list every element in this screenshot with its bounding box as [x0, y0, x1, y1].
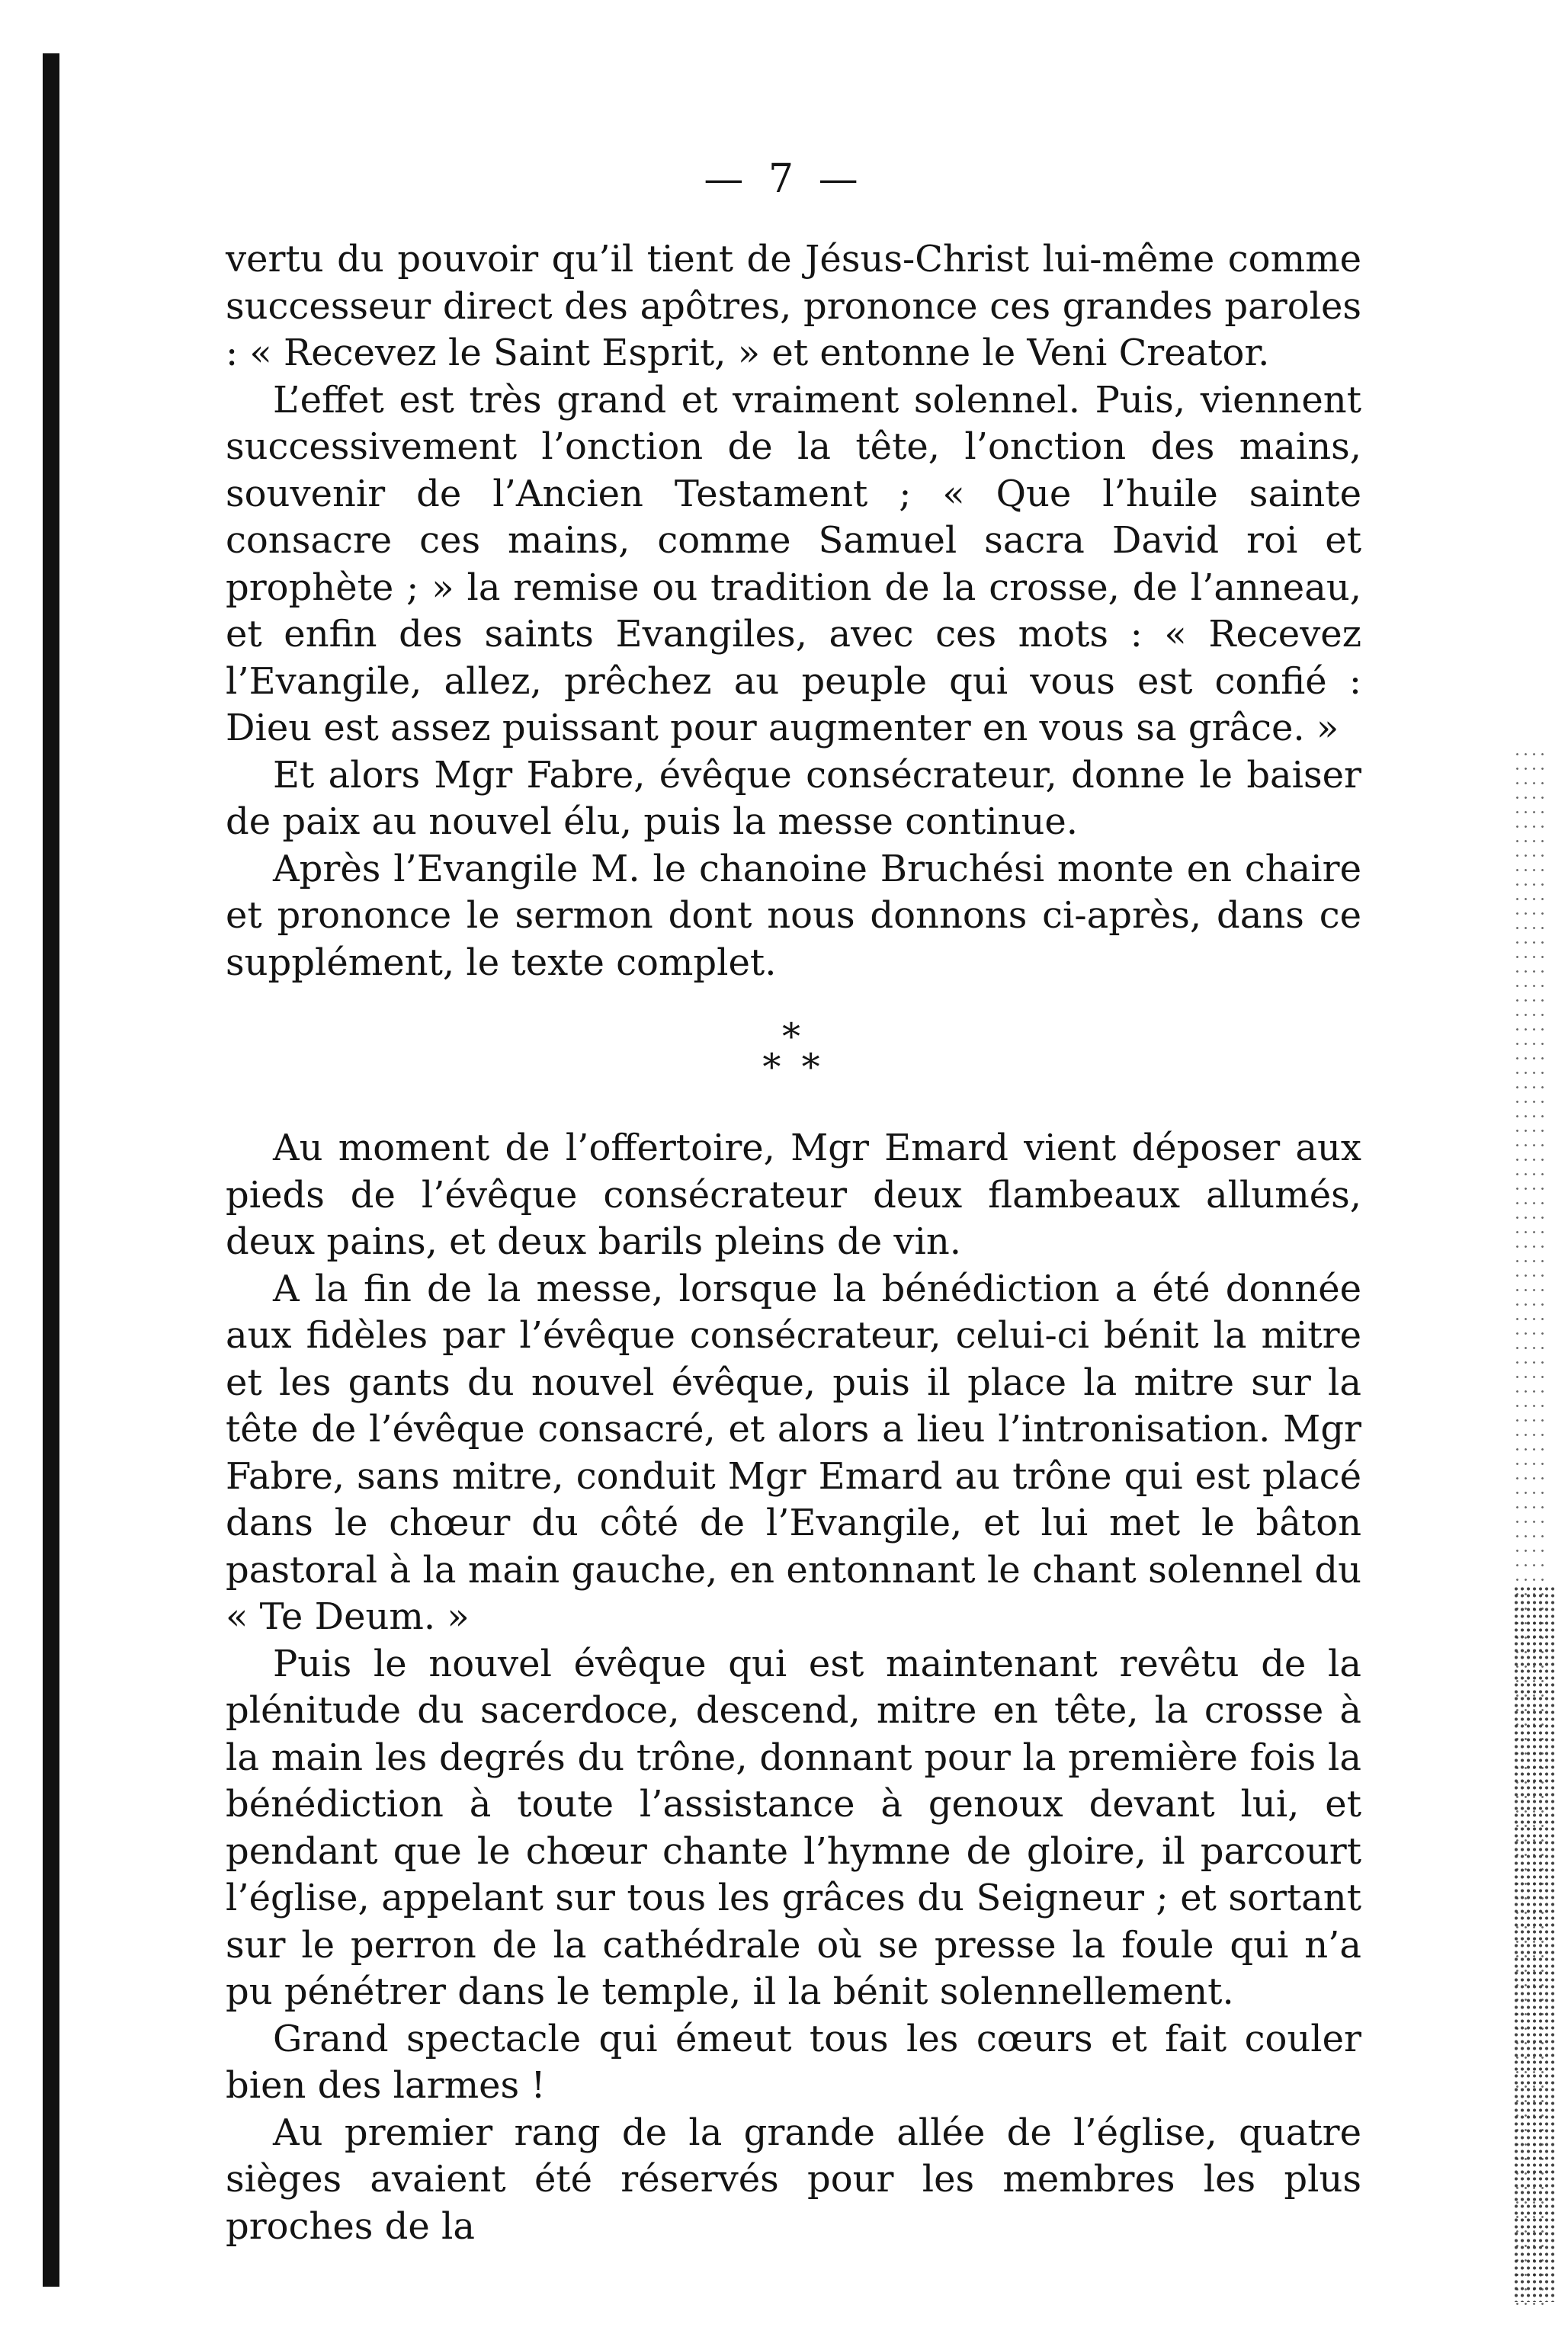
asterism-divider	[226, 1015, 1361, 1088]
paragraph: Après l’Evangile M. le chanoine Bruchési monte en chaire et prononce le sermon dont nous donnons ci-après, dans ce supplément, le texte complet.	[226, 847, 1361, 984]
paragraph: A la fin de la messe, lorsque la bénédiction a été donnée aux fidèles par l’évêque consécrateur, celui-ci bénit la mitre et les gants du nouvel évêque, puis il place la mitre sur la tête de l’évêque consacré, et alors a lieu l’intronisation. Mgr Fabre, sans mitre, conduit Mgr Emard au trône qui est placé dans le chœur du côté de l’Evangile, et lui met le bâton pastoral à la main gauche, en entonnant le chant solennel du « Te Deum. »	[226, 1267, 1361, 1638]
paragraph: L’effet est très grand et vraiment solennel. Puis, viennent successivement l’onction de la tête, l’onction des mains, souvenir de l’Ancien Testament ; « Que l’huile sainte consacre ces mains, comme Samuel sacra David roi et prophète ; » la remise ou tradition de la crosse, de l’anneau, et enfin des saints Evangiles, avec ces mots : « Recevez l’Evangile, allez, prêchez au peuple qui vous est confié : Dieu est assez puissant pour augmenter en vous sa grâce. »	[226, 378, 1361, 749]
paragraph: Et alors Mgr Fabre, évêque consécrateur, donne le baiser de paix au nouvel élu, puis la messe continue.	[226, 753, 1361, 843]
body-text	[226, 236, 1361, 2250]
page-binding-edge	[43, 53, 59, 2287]
paragraph: Grand spectacle qui émeut tous les cœurs et fait couler bien des larmes !	[226, 2017, 1361, 2107]
paragraph: Au premier rang de la grande allée de l’église, quatre sièges avaient été réservés pour les membres les plus proches de la	[226, 2111, 1361, 2248]
scan-noise-margin-dense	[1513, 1585, 1555, 2302]
page-number: — 7 —	[704, 156, 864, 202]
asterism-top: *	[782, 1015, 805, 1058]
asterism-bottom: * *	[762, 1046, 825, 1088]
paragraph: Au moment de l’offertoire, Mgr Emard vient déposer aux pieds de l’évêque consécrateur deux flambeaux allumés, deux pains, et deux barils pleins de vin.	[226, 1127, 1361, 1263]
paragraph: vertu du pouvoir qu’il tient de Jésus-Christ lui-même comme successeur direct des apôtres, prononce ces grandes paroles : « Recevez le Saint Esprit, » et entonne le Veni Creator.	[226, 238, 1361, 374]
paragraph: Puis le nouvel évêque qui est maintenant revêtu de la plénitude du sacerdoce, descend, mitre en tête, la crosse à la main les degrés du trône, donnant pour la première fois la bénédiction à toute l’assistance à genoux devant lui, et pendant que le chœur chante l’hymne de gloire, il parcourt l’église, appelant sur tous les grâces du Seigneur ; et sortant sur le perron de la cathédrale où se presse la foule qui n’a pu pénétrer dans le temple, il la bénit solennellement.	[226, 1642, 1361, 2013]
